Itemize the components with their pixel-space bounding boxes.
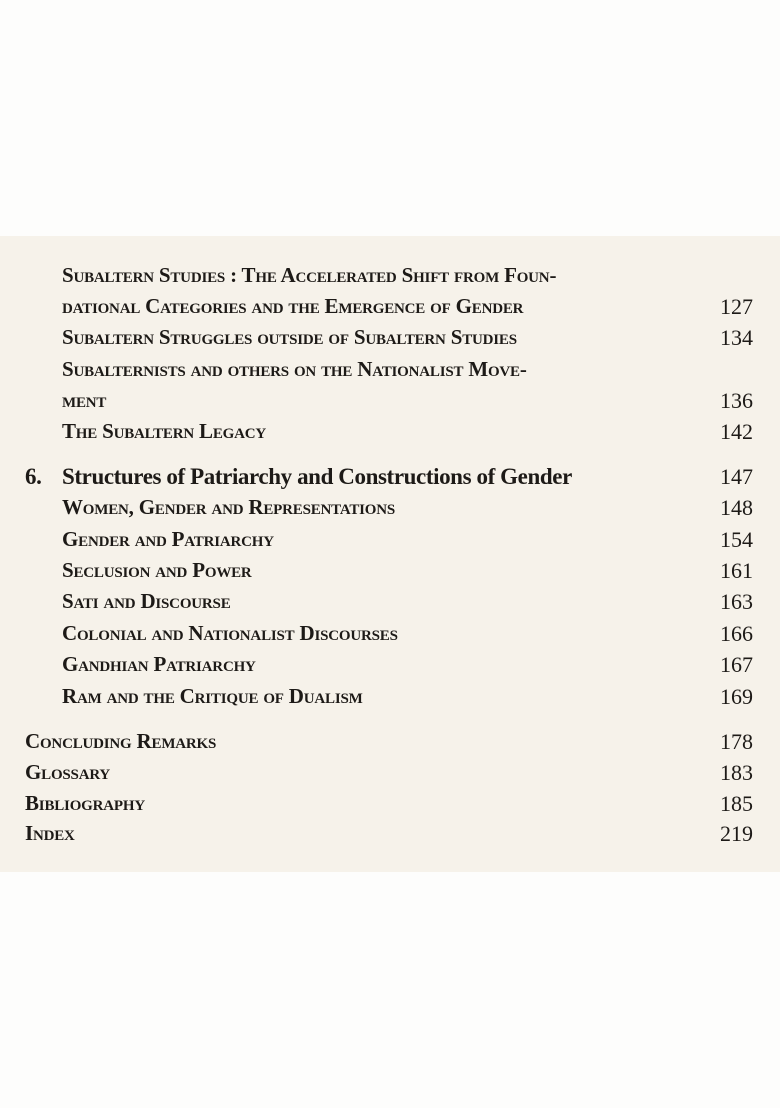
toc-entry: [0, 726, 780, 757]
entry-title: Women, Gender and Representations: [62, 495, 396, 519]
page-number: 134: [720, 325, 753, 350]
page-number: 166: [720, 621, 753, 646]
toc-entry: [0, 649, 780, 680]
toc-entry: [0, 681, 780, 712]
page-number: 154: [720, 527, 753, 552]
entry-title: Glossary: [25, 760, 111, 784]
page-number: 127: [720, 294, 753, 319]
entry-title: Concluding Remarks: [25, 729, 217, 753]
page-number: 148: [720, 495, 753, 520]
entry-title: Index: [25, 821, 75, 845]
entry-title: Colonial and Nationalist Discourses: [62, 621, 398, 645]
page-number: 183: [720, 760, 753, 785]
toc-entry: [0, 322, 780, 353]
toc-entry: [0, 818, 780, 849]
toc-entry: [0, 492, 780, 523]
toc-entry: [0, 757, 780, 788]
toc-entry: [0, 260, 780, 291]
entry-title: Subalternists and others on the Nationalist Move-: [62, 357, 527, 381]
chapter-number: 6.: [25, 464, 42, 489]
chapter-title: Structures of Patriarchy and Constructions of Gender: [62, 464, 572, 489]
toc-entry: [0, 291, 780, 322]
entry-title: Subaltern Struggles outside of Subaltern Studies: [62, 325, 517, 349]
toc-entry: [0, 524, 780, 555]
page-number: 219: [720, 821, 753, 846]
entry-title: Gender and Patriarchy: [62, 527, 274, 551]
toc-entry: [0, 354, 780, 385]
entry-title: The Subaltern Legacy: [62, 419, 267, 443]
entry-title: dational Categories and the Emergence of Gender: [62, 294, 524, 318]
page-number: 163: [720, 589, 753, 614]
toc-entry: [0, 586, 780, 617]
toc-entry: [0, 416, 780, 447]
toc-entry: [0, 385, 780, 416]
entry-title: Ram and the Critique of Dualism: [62, 684, 363, 708]
entry-title: Sati and Discourse: [62, 589, 231, 613]
page-number: 142: [720, 419, 753, 444]
entry-title: ment: [62, 388, 107, 412]
scanned-page: [0, 236, 780, 872]
toc-entry: [0, 618, 780, 649]
page-number: 169: [720, 684, 753, 709]
toc-entry: [0, 788, 780, 819]
page-number: 167: [720, 652, 753, 677]
entry-title: Subaltern Studies : The Accelerated Shift from Foun-: [62, 263, 557, 287]
chapter-heading: [0, 461, 780, 492]
page-number: 161: [720, 558, 753, 583]
toc-entry: [0, 555, 780, 586]
page-number: 178: [720, 729, 753, 754]
entry-title: Bibliography: [25, 791, 145, 815]
entry-title: Gandhian Patriarchy: [62, 652, 256, 676]
page-number: 185: [720, 791, 753, 816]
page-number: 147: [720, 464, 753, 489]
entry-title: Seclusion and Power: [62, 558, 252, 582]
page-number: 136: [720, 388, 753, 413]
